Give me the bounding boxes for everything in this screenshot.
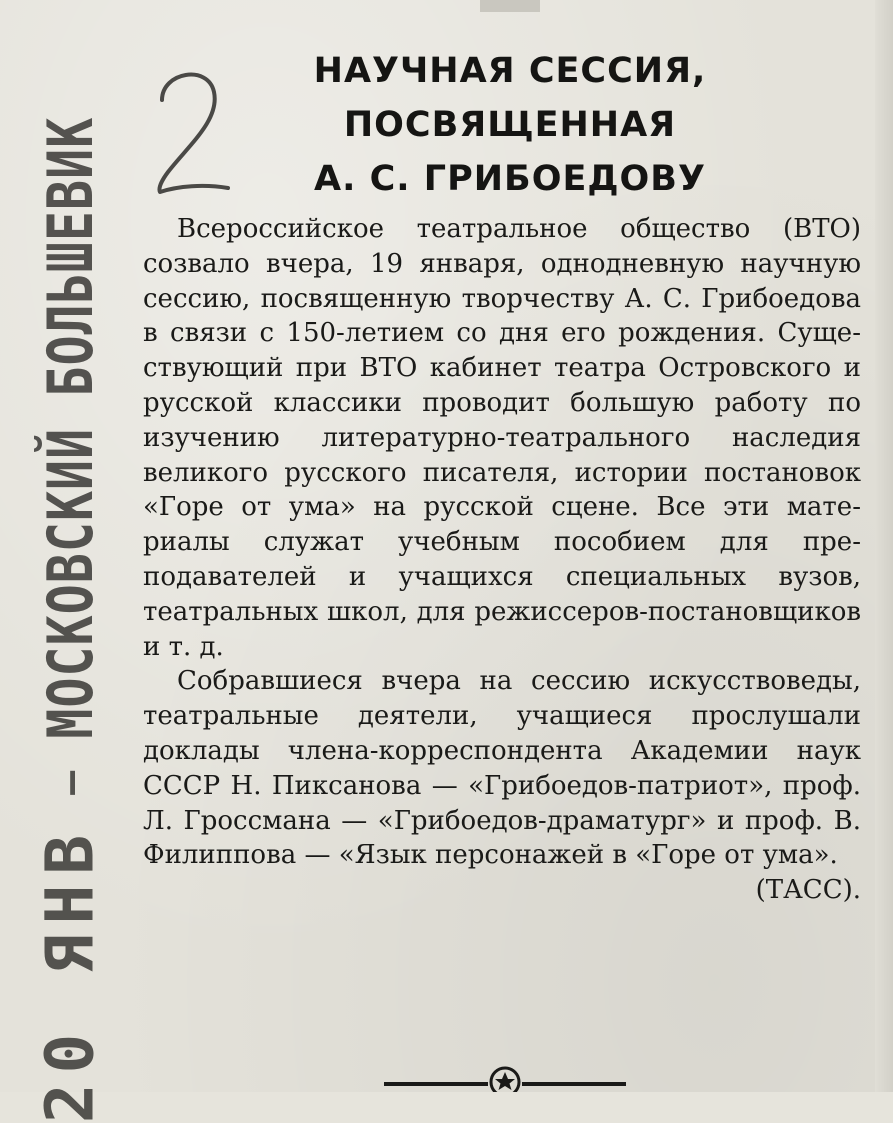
archive-stamp [32,117,109,1123]
headline-line-3: А. С. ГРИБОЕДОВУ [314,159,706,199]
article-source: (ТАСС). [755,875,861,906]
headline-line-1: НАУЧНАЯ СЕССИЯ, [313,51,707,91]
article-headline [250,44,770,206]
stamp-newspaper-name: МОСКОВСКИЙ БОЛЬШЕВИК [33,116,107,739]
handwritten-number [148,60,238,200]
stamp-dash: – [47,768,93,795]
stamp-date: 20 ЯНВ [31,824,109,1123]
article-paragraph-2 [143,664,861,906]
article-paragraph-2-text: Собравшиеся вчера на сессию искусствоведы, театральные деятели, учащиеся прослушали доклады члена-корреспондента Академии наук СССР Н. Пиксанова — «Грибоедов-патриот», проф. Л. Гроссмана — «Грибоедов-драматург» и проф. В. Филиппова — «Язык персонажей в «Горе от ума». [143,666,861,871]
paper-smudge [480,0,540,12]
article-paragraph-1: Всероссийское театральное общество (ВТО) созвало вчера, 19 января, однодневную научную сессию, посвященную творчеству А. С. Грибоедова в связи с 150-летием со дня его рождения. Существующий при ВТО кабинет театра Островского и русской классики проводит большую работу по изучению литературно-театрального наследия великого русского писателя, истории постановок «Горе от ума» на русской сцене. Все эти материалы служат учебным пособием для преподавателей и учащихся специальных вузов, театральных школ, для режиссеров-постановщиков и т. д. [143,214,861,662]
star-divider-ornament [384,1064,626,1092]
headline-line-2: ПОСВЯЩЕННАЯ [343,105,677,145]
paper-edge [875,0,893,1092]
article-body [143,212,861,908]
